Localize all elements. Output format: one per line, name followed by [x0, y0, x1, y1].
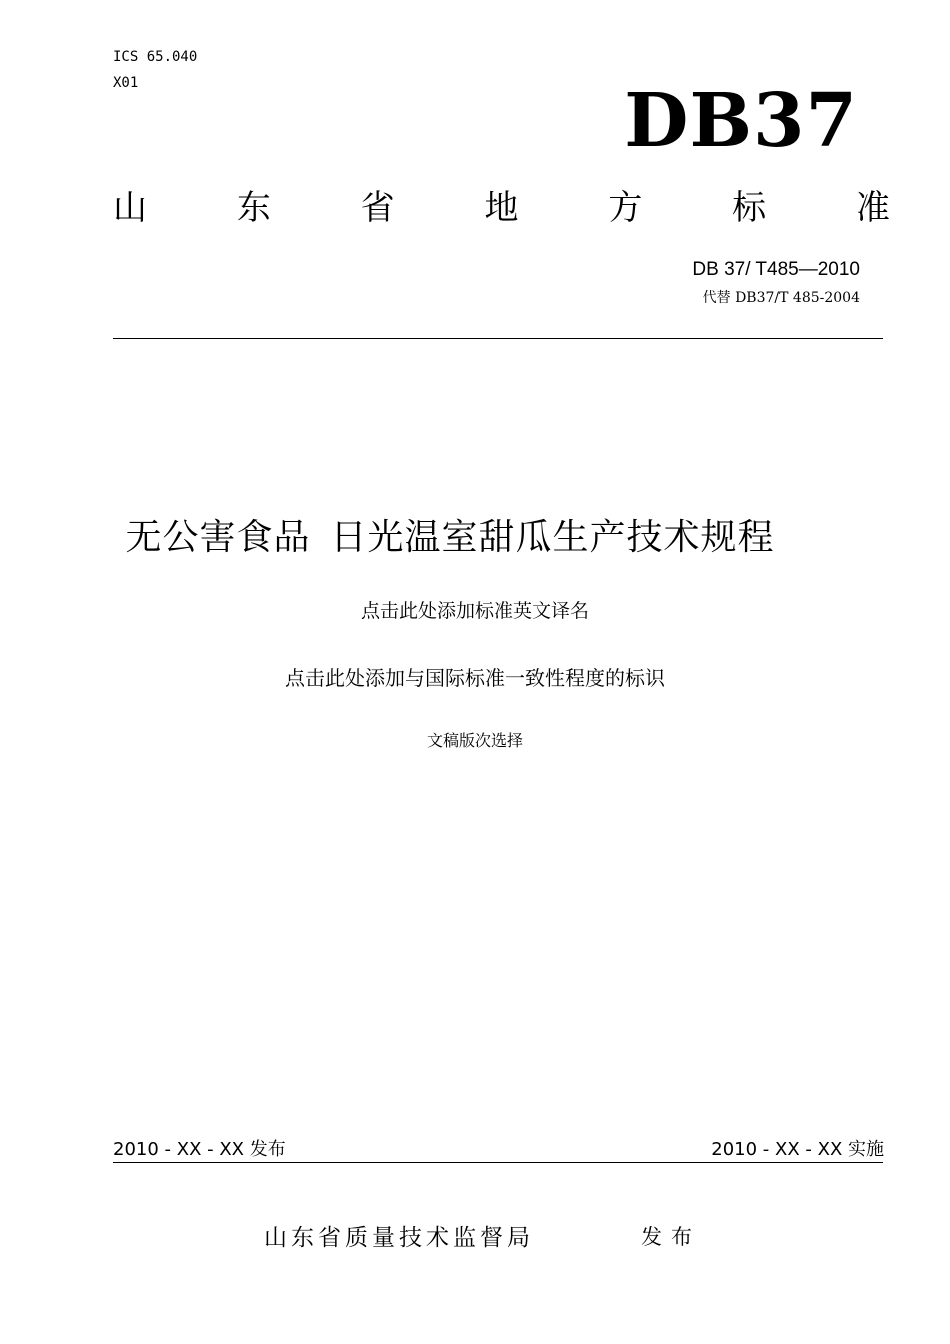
document-title: [0, 512, 950, 564]
title-part-2: 日光温室甜瓜生产技术规程: [330, 517, 775, 558]
standard-type-char: 方: [608, 188, 643, 228]
standard-code: DB 37/ T485—2010: [692, 259, 860, 280]
issue-label: 发布: [641, 1225, 701, 1249]
standard-type-char: 标: [732, 188, 767, 228]
classification-code: X01: [113, 75, 139, 91]
standard-type-char: 东: [236, 188, 271, 228]
title-part-1: 无公害食品: [125, 517, 311, 558]
db-logo: DB37: [624, 78, 858, 164]
standard-type-char: 省: [360, 188, 395, 228]
footer-divider: [113, 1162, 883, 1163]
consistency-field[interactable]: 点击此处添加与国际标准一致性程度的标识: [285, 666, 665, 690]
ics-code: ICS 65.040: [113, 49, 198, 65]
header-divider: [113, 338, 883, 339]
replaces-standard: 代替 DB37/T 485-2004: [702, 290, 860, 306]
implement-date: 2010 - XX - XX 实施: [711, 1139, 884, 1160]
publish-date: 2010 - XX - XX 发布: [113, 1139, 286, 1160]
standard-type-heading: [113, 186, 890, 230]
issuing-authority: 山东省质量技术监督局: [264, 1225, 534, 1251]
english-name-field[interactable]: 点击此处添加标准英文译名: [360, 600, 589, 622]
standard-type-char: 山: [113, 188, 147, 228]
draft-version-select[interactable]: 文稿版次选择: [426, 731, 523, 750]
standard-type-char: 准: [855, 188, 890, 228]
standard-type-char: 地: [484, 188, 519, 228]
